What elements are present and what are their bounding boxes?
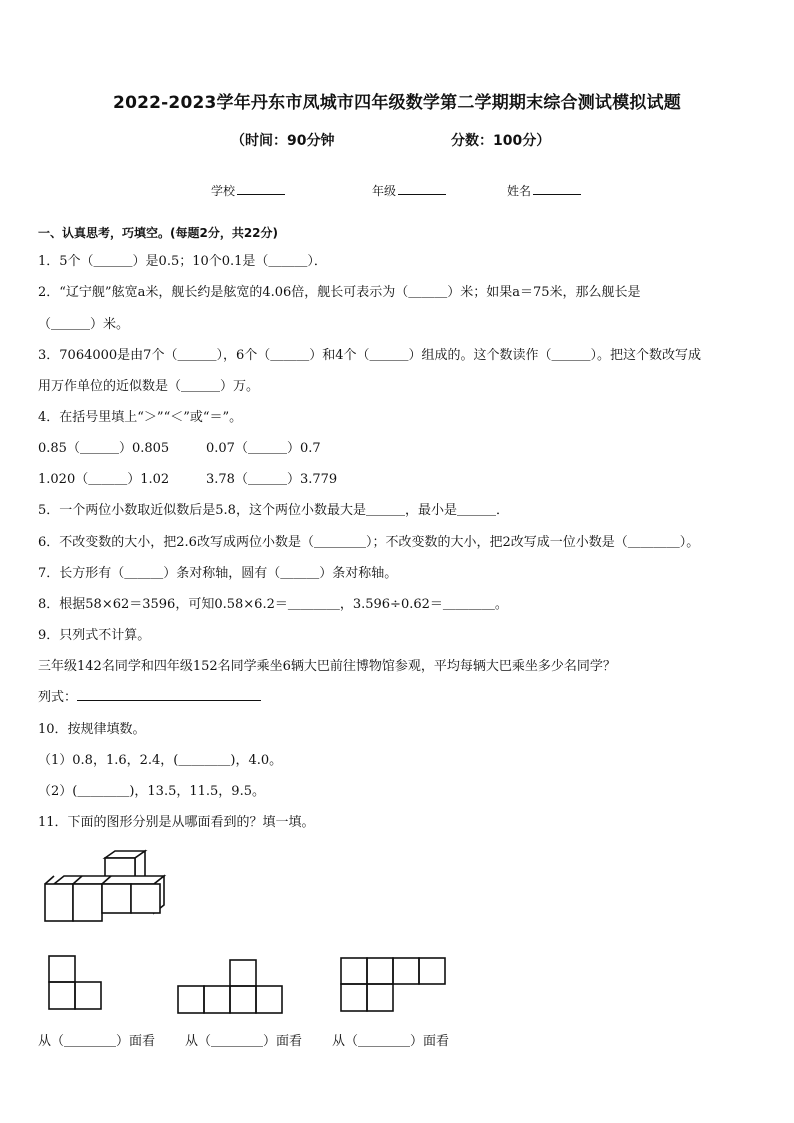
question-10-part-1: （1）0.8，1.6，2.4，(＿＿＿＿)，4.0。 [38, 753, 283, 768]
compare-item-2: 0.07（＿＿＿）0.7 [206, 441, 321, 456]
question-11: 11．下面的图形分别是从哪面看到的？填一填。 [38, 815, 315, 830]
view-shape-1 [49, 956, 101, 1009]
question-8: 8．根据58×62＝3596，可知0.58×6.2＝＿＿＿＿，3.596÷0.62＝＿＿＿＿。 [38, 597, 508, 612]
question-9-problem: 三年级142名同学和四年级152名同学乘坐6辆大巴前往博物馆参观，平均每辆大巴乘坐多少名同学？ [38, 659, 616, 674]
answer-label: 列式： [38, 690, 78, 705]
compare-item-1: 0.85（＿＿＿）0.805 [38, 441, 170, 456]
view-shape-2 [178, 960, 282, 1013]
cube-stack-drawing [45, 851, 164, 921]
school-label: 学校 [211, 184, 236, 198]
view-caption-1: 从（＿＿＿＿）面看 [38, 1034, 156, 1049]
view-shape-3 [341, 958, 445, 1011]
name-label: 姓名 [507, 184, 532, 198]
grade-label: 年级 [372, 184, 397, 198]
question-6: 6．不改变数的大小，把2.6改写成两位小数是（＿＿＿＿）；不改变数的大小，把2改写成一位小数是（＿＿＿＿）。 [38, 535, 700, 550]
exam-score: 分数：100分） [451, 133, 551, 149]
question-5: 5．一个两位小数取近似数后是5.8，这个两位小数最大是＿＿＿，最小是＿＿＿． [38, 503, 509, 518]
section-1-heading: 一、认真思考，巧填空。(每题2分，共22分) [38, 226, 279, 240]
question-3-cont: 用万作单位的近似数是（＿＿＿）万。 [38, 379, 260, 394]
question-3: 3．7064000是由7个（＿＿＿），6个（＿＿＿）和4个（＿＿＿）组成的。这个数读作（＿＿＿）。把这个数改写成 [38, 348, 701, 363]
question-4: 4．在括号里填上“＞”“＜”或“＝”。 [38, 410, 243, 425]
exam-title: 2022-2023学年丹东市凤城市四年级数学第二学期期末综合测试模拟试题 [113, 93, 681, 113]
view-caption-3: 从（＿＿＿＿）面看 [332, 1034, 450, 1049]
question-9: 9．只列式不计算。 [38, 628, 151, 643]
exam-time: （时间：90分钟 [231, 133, 335, 149]
view-caption-2: 从（＿＿＿＿）面看 [185, 1034, 303, 1049]
compare-item-3: 1.020（＿＿＿）1.02 [38, 472, 170, 487]
question-7: 7．长方形有（＿＿＿）条对称轴，圆有（＿＿＿）条对称轴。 [38, 566, 398, 581]
compare-item-4: 3.78（＿＿＿）3.779 [206, 472, 338, 487]
question-2-cont: （＿＿＿）米。 [38, 317, 130, 332]
question-2: 2．“辽宁舰”舷宽a米，舰长约是舷宽的4.06倍，舰长可表示为（＿＿＿）米；如果a＝75米，那么舰长是 [38, 285, 641, 300]
question-1: 1．5个（＿＿＿）是0.5；10个0.1是（＿＿＿）． [38, 254, 327, 269]
question-10-part-2: （2）(＿＿＿＿)，13.5，11.5，9.5。 [38, 784, 265, 799]
question-10: 10．按规律填数。 [38, 722, 146, 737]
